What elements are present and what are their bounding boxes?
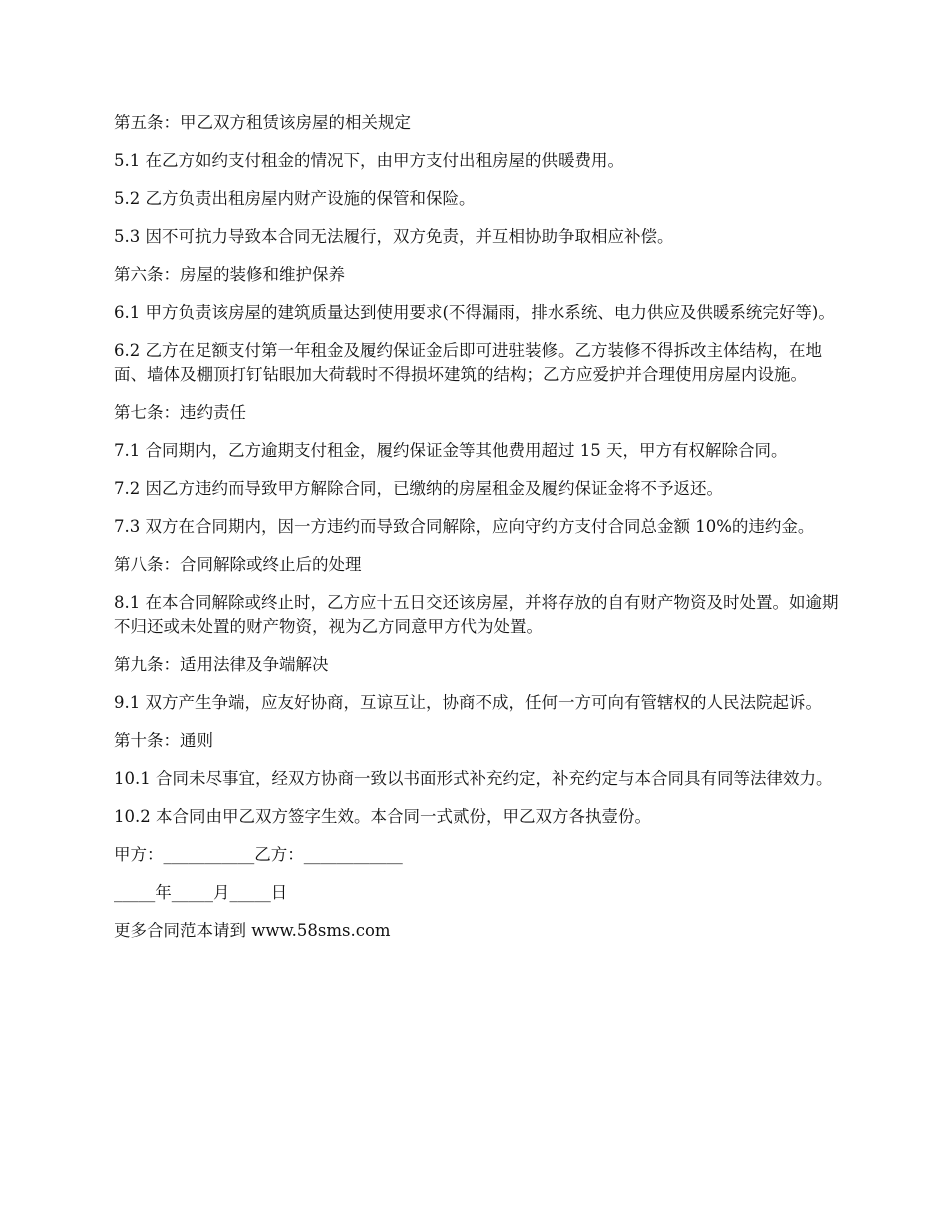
clause-8-1: 8.1 在本合同解除或终止时，乙方应十五日交还该房屋，并将存放的自有财产物资及时处置。如逾期不归还或未处置的财产物资，视为乙方同意甲方代为处置。 [114,593,839,636]
clause-6-2: 6.2 乙方在足额支付第一年租金及履约保证金后即可进驻装修。乙方装修不得拆改主体结构，在地面、墙体及棚顶打钉钻眼加大荷载时不得损坏建筑的结构；乙方应爱护并合理使用房屋内设施。 [114,341,822,384]
document-page [114,111,844,957]
clause-5-3: 5.3 因不可抗力导致本合同无法履行，双方免责，并互相协助争取相应补偿。 [114,227,674,246]
clause-7-3: 7.3 双方在合同期内，因一方违约而导致合同解除，应向守约方支付合同总金额 10%的违约金。 [114,517,815,536]
article-10-heading: 第十条：通则 [114,731,213,750]
footer-link-text: 更多合同范本请到 www.58sms.com [114,921,391,940]
clause-10-2: 10.2 本合同由甲乙双方签字生效。本合同一式贰份，甲乙双方各执壹份。 [114,807,651,826]
clause-10-1: 10.1 合同未尽事宜，经双方协商一致以书面形式补充约定，补充约定与本合同具有同等法律效力。 [114,769,833,788]
clause-6-1: 6.1 甲方负责该房屋的建筑质量达到使用要求(不得漏雨，排水系统、电力供应及供暖系统完好等)。 [114,303,835,322]
article-7-heading: 第七条：违约责任 [114,403,246,422]
clause-7-2: 7.2 因乙方违约而导致甲方解除合同，已缴纳的房屋租金及履约保证金将不予返还。 [114,479,723,498]
clause-5-2: 5.2 乙方负责出租房屋内财产设施的保管和保险。 [114,189,476,208]
article-8-heading: 第八条：合同解除或终止后的处理 [114,555,362,574]
clause-7-1: 7.1 合同期内，乙方逾期支付租金，履约保证金等其他费用超过 15 天，甲方有权解除合同。 [114,441,788,460]
article-5-heading: 第五条：甲乙双方租赁该房屋的相关规定 [114,113,411,132]
signature-line: 甲方：___________乙方：____________ [114,845,403,864]
article-6-heading: 第六条：房屋的装修和维护保养 [114,265,345,284]
clause-5-1: 5.1 在乙方如约支付租金的情况下，由甲方支付出租房屋的供暖费用。 [114,151,624,170]
date-line: _____年_____月_____日 [114,883,288,902]
article-9-heading: 第九条：适用法律及争端解决 [114,655,329,674]
clause-9-1: 9.1 双方产生争端，应友好协商，互谅互让，协商不成，任何一方可向有管辖权的人民法院起诉。 [114,693,822,712]
